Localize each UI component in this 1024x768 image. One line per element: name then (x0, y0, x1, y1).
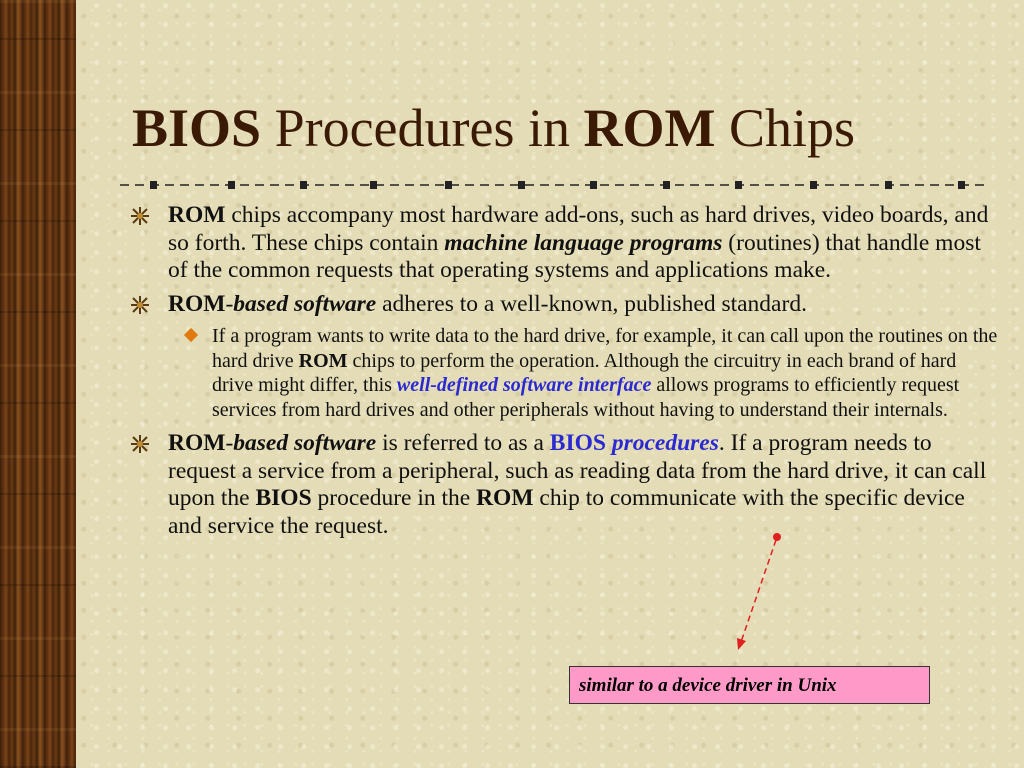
emphasis-term: based software (233, 430, 377, 456)
bullet-item-2 (128, 291, 998, 319)
rom-term: ROM (168, 430, 226, 456)
wood-grain-sidebar (0, 0, 76, 768)
starburst-icon (130, 206, 150, 226)
callout-box: similar to a device driver in Unix (569, 666, 930, 704)
title-bios: BIOS (132, 98, 262, 158)
bullet-text: . If a program needs to request a service from a peripheral, such as reading data from the hard drive, it can call upon the (168, 430, 987, 511)
bullet-text: If a program wants to write data to the hard drive, for example, it can call upon the routines on the hard drive (212, 325, 998, 372)
procedures-term: procedures (611, 430, 719, 456)
bullet-text: chips accompany most hardware add-ons, such as hard drives, video boards, and so forth. These chips contain (168, 202, 989, 256)
bullet-text: allows programs to efficiently request services from hard drives and other peripherals without having to understand their internals. (212, 374, 960, 421)
bullet-text: adheres to a well-known, published standard. (376, 290, 807, 317)
title-end: Chips (715, 98, 856, 158)
rom-term: ROM (168, 290, 226, 317)
rom-term: ROM (168, 202, 226, 228)
slide-content (128, 202, 998, 546)
dash: - (225, 430, 234, 456)
bullet-text: is referred to as a (376, 430, 550, 456)
dash: - (225, 290, 234, 317)
arrow-head (737, 638, 746, 650)
bullet-item-1 (128, 202, 998, 285)
title-rom: ROM (583, 98, 716, 158)
bullet-text: (routines) that handle most of the common requests that operating systems and applications make. (168, 229, 981, 283)
emphasis-term: well-defined software interface (396, 374, 652, 396)
starburst-icon (130, 434, 150, 454)
bullet-text: chips to perform the operation. Although the circuitry in each brand of hard drive might differ, this (212, 349, 957, 396)
bios-term: BIOS (255, 485, 312, 511)
title-middle: Procedures in (261, 98, 584, 158)
bullet-text: procedure in the (311, 485, 477, 511)
bios-term: BIOS (549, 430, 606, 456)
starburst-icon (130, 295, 150, 315)
sub-bullet-item (128, 324, 998, 422)
rom-term: ROM (476, 485, 534, 511)
bullet-text: chip to communicate with the specific device and service the request. (168, 485, 965, 539)
slide-title (132, 96, 855, 160)
rom-term: ROM (298, 349, 348, 372)
diamond-icon (184, 328, 198, 342)
emphasis-term: machine language programs (444, 229, 723, 256)
emphasis-term: based software (233, 290, 377, 317)
bullet-item-3 (128, 430, 998, 540)
title-divider (120, 178, 990, 192)
